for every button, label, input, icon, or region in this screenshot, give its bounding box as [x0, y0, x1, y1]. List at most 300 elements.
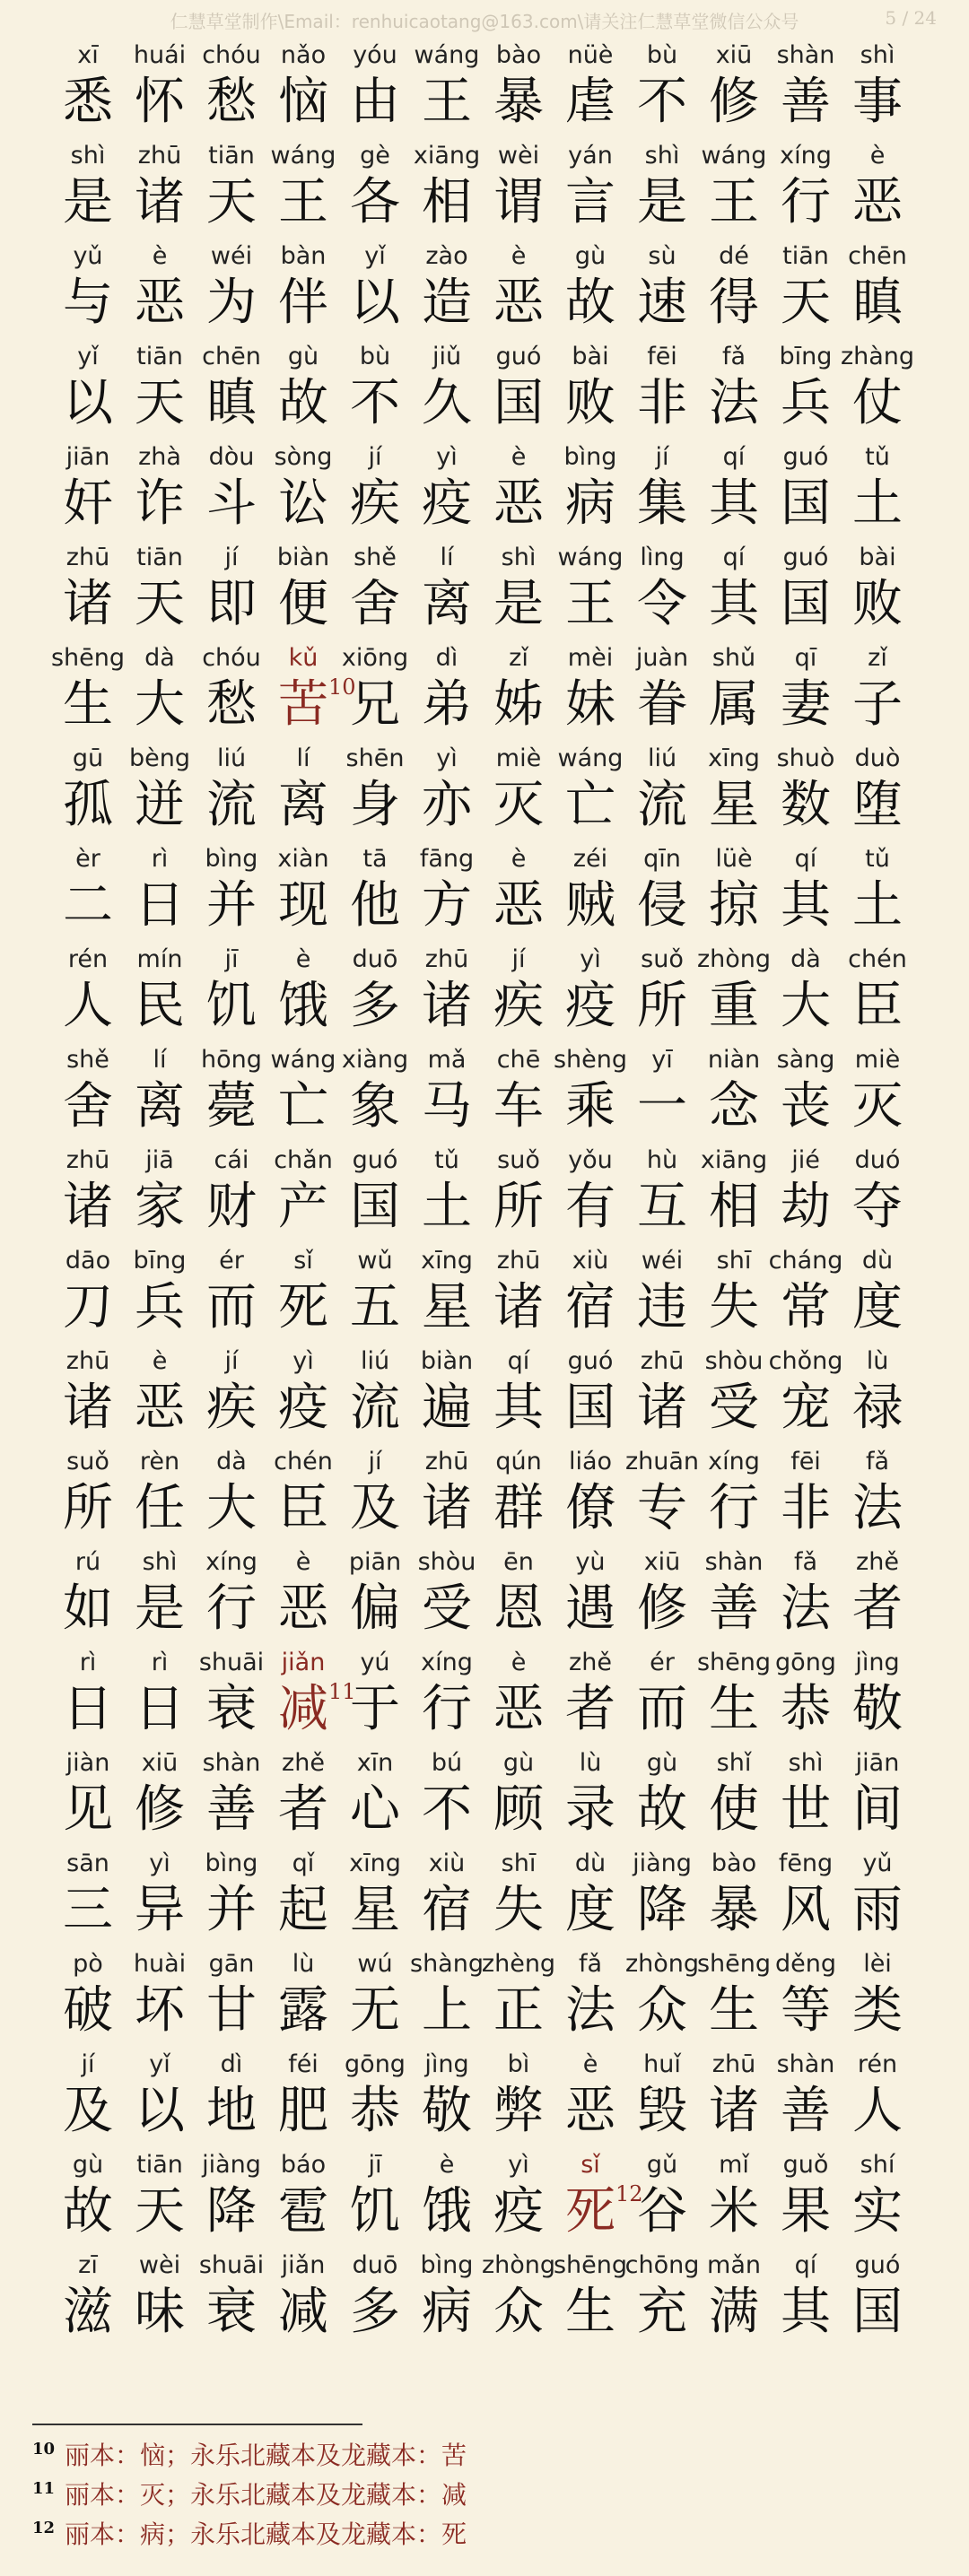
pinyin: shī [716, 1247, 752, 1275]
hanzi: 并 [206, 876, 257, 935]
hanzi: 方 [422, 876, 472, 935]
variant-hanzi: 苦 [278, 675, 328, 734]
footnote-text: 丽本：病；永乐北藏本及龙藏本：死 [65, 2519, 467, 2549]
verse-character [271, 439, 336, 540]
footnote-ref[interactable]: 11 [328, 1679, 356, 1704]
verse-row [56, 741, 917, 841]
hanzi: 悉 [63, 73, 113, 131]
verse-phrase [630, 640, 917, 741]
pinyin: qí [794, 2251, 817, 2279]
hanzi: 弟 [422, 675, 472, 734]
verse-character [199, 1444, 264, 1545]
pinyin: zhě [282, 1749, 325, 1777]
verse-character [558, 741, 623, 841]
variant-hanzi: 死 [565, 2182, 615, 2241]
verse-character [845, 1645, 910, 1745]
footnote-ref[interactable]: 12 [615, 2181, 643, 2206]
pinyin: gù [502, 1749, 535, 1777]
verse-character [343, 741, 407, 841]
verse-phrase [343, 640, 630, 741]
verse-character [199, 741, 264, 841]
hanzi: 日 [63, 1680, 113, 1738]
verse-character [199, 1545, 264, 1645]
pinyin: yú [360, 1649, 390, 1676]
hanzi: 流 [350, 1379, 400, 1437]
verse-character [773, 640, 838, 741]
pinyin: è [582, 2050, 598, 2078]
verse-character [702, 1344, 766, 1444]
pinyin: nüè [567, 41, 614, 69]
verse-character [343, 640, 407, 741]
pinyin: qǐ [292, 1849, 315, 1877]
verse-character [343, 439, 407, 540]
verse-character [343, 339, 407, 439]
hanzi: 起 [278, 1881, 328, 1939]
verse-phrase [56, 540, 343, 640]
pinyin: shǐ [716, 1749, 752, 1777]
hanzi: 恶 [493, 876, 544, 935]
verse-phrase [50, 640, 356, 741]
verse-phrase [630, 942, 917, 1042]
hanzi: 诈 [135, 474, 185, 533]
pinyin: sòng [274, 443, 333, 471]
hanzi: 各 [350, 173, 400, 231]
pinyin: qí [507, 1347, 530, 1375]
pinyin: rèn [139, 1448, 180, 1475]
hanzi: 财 [206, 1178, 257, 1236]
pinyin: sù [648, 242, 677, 270]
pinyin: jī [224, 945, 239, 973]
hanzi: 言 [565, 173, 615, 231]
verse-character [271, 1545, 336, 1645]
pinyin: kǔ [288, 644, 319, 672]
verse-character [127, 1846, 192, 1946]
hanzi: 其 [709, 575, 759, 633]
verse-character [56, 38, 120, 138]
pinyin: chǒng [768, 1347, 843, 1375]
pinyin: è [511, 443, 527, 471]
pinyin: chōng [624, 2251, 700, 2279]
verse-phrase [630, 841, 917, 942]
footnote-ref[interactable]: 10 [328, 674, 356, 700]
hanzi: 疾 [350, 474, 400, 533]
hanzi: 故 [565, 274, 615, 332]
hanzi: 暴 [493, 73, 544, 131]
pinyin: chén [848, 945, 907, 973]
hanzi: 是 [135, 1580, 185, 1638]
verse-character [271, 540, 336, 640]
verse-character [702, 640, 766, 741]
verse-row [56, 339, 917, 439]
pinyin: bìng [205, 1849, 258, 1877]
verse-phrase [56, 1946, 343, 2047]
verse-character [845, 841, 910, 942]
verse-character [271, 1846, 336, 1946]
verse-character [773, 942, 838, 1042]
verse-character [702, 2147, 766, 2248]
verse-character [343, 1143, 407, 1243]
pinyin: ér [219, 1247, 244, 1275]
hanzi: 马 [422, 1077, 472, 1136]
hanzi: 贼 [565, 876, 615, 935]
footnote-number: 11 [32, 2479, 56, 2498]
verse-character [845, 1545, 910, 1645]
pinyin: tǔ [434, 1146, 459, 1174]
verse-phrase [56, 942, 343, 1042]
footnotes [32, 2434, 467, 2553]
hanzi: 疫 [422, 474, 472, 533]
hanzi: 僚 [565, 1479, 615, 1537]
verse-phrase [343, 439, 630, 540]
hanzi: 重 [709, 977, 759, 1035]
pinyin: zhòng [481, 2251, 556, 2279]
verse-character [481, 2248, 556, 2348]
verse-character [630, 439, 694, 540]
hanzi: 薨 [206, 1077, 257, 1136]
pinyin: dāo [65, 1247, 111, 1275]
verse-character [773, 1143, 838, 1243]
hanzi: 舍 [350, 575, 400, 633]
hanzi: 故 [63, 2182, 113, 2241]
pinyin: zhòng [696, 945, 772, 973]
hanzi: 灭 [493, 776, 544, 834]
verse-character [127, 1745, 192, 1846]
verse-character [127, 942, 192, 1042]
pinyin: gù [72, 2151, 104, 2179]
hanzi: 遍 [422, 1379, 472, 1437]
verse-phrase [56, 1745, 343, 1846]
pinyin: yǐ [364, 242, 386, 270]
pinyin: rén [857, 2050, 898, 2078]
pinyin: lìng [640, 544, 685, 571]
pinyin: bài [859, 544, 896, 571]
verse-character [773, 339, 838, 439]
verse-character [558, 2147, 643, 2248]
verse-character [127, 2047, 192, 2147]
pinyin: tiān [136, 2151, 183, 2179]
verse-grid [50, 38, 917, 2348]
pinyin: shì [501, 544, 537, 571]
verse-character [696, 942, 772, 1042]
verse-character [271, 239, 336, 339]
verse-character [343, 540, 407, 640]
pinyin: jiān [65, 443, 110, 471]
verse-phrase [630, 138, 917, 239]
verse-character [56, 1645, 120, 1745]
hanzi: 恶 [565, 2082, 615, 2140]
verse-character [630, 1645, 694, 1745]
hanzi: 兵 [135, 1278, 185, 1336]
pinyin: duó [854, 1146, 901, 1174]
pinyin: wáng [557, 744, 624, 772]
pinyin: yì [508, 2151, 529, 2179]
hanzi: 病 [565, 474, 615, 533]
verse-phrase [343, 1745, 630, 1846]
hanzi: 生 [63, 675, 113, 734]
hanzi: 眷 [637, 675, 687, 734]
hanzi: 愁 [206, 73, 257, 131]
page-number: 5 / 24 [885, 7, 937, 29]
hanzi: 衰 [206, 1680, 257, 1738]
pinyin: gù [574, 242, 607, 270]
hanzi: 劫 [781, 1178, 831, 1236]
pinyin: zhū [137, 142, 182, 170]
verse-phrase [630, 1545, 917, 1645]
pinyin: wèi [497, 142, 540, 170]
verse-phrase [343, 38, 630, 138]
verse-character [56, 138, 120, 239]
verse-character [630, 138, 694, 239]
hanzi: 恶 [135, 1379, 185, 1437]
verse-phrase [56, 2248, 343, 2348]
verse-character [343, 2047, 407, 2147]
pinyin: mèi [567, 644, 614, 672]
verse-phrase [630, 2047, 917, 2147]
verse-character [343, 1545, 407, 1645]
hanzi: 者 [852, 1580, 903, 1638]
pinyin: jí [368, 443, 382, 471]
pinyin: lí [153, 1046, 167, 1074]
pinyin: yán [568, 142, 613, 170]
pinyin: bú [431, 1749, 463, 1777]
verse-character [558, 640, 623, 741]
pinyin: dà [144, 644, 175, 672]
hanzi: 味 [135, 2283, 185, 2341]
hanzi: 善 [709, 1580, 759, 1638]
hanzi: 上 [422, 1981, 472, 2040]
hanzi: 与 [63, 274, 113, 332]
verse-character [415, 1846, 479, 1946]
pinyin: shèng [553, 1046, 628, 1074]
hanzi: 满 [709, 2283, 759, 2341]
verse-character [702, 1042, 766, 1143]
verse-character [773, 741, 838, 841]
pinyin: wáng [270, 1046, 336, 1074]
hanzi: 法 [709, 374, 759, 432]
pinyin: shàng [410, 1950, 484, 1978]
hanzi: 怀 [135, 73, 185, 131]
pinyin: jiān [855, 1749, 900, 1777]
verse-character [486, 439, 551, 540]
pinyin: guó [567, 1347, 614, 1375]
hanzi: 行 [781, 173, 831, 231]
verse-character [271, 1645, 356, 1745]
verse-character [773, 2248, 838, 2348]
verse-character [199, 640, 264, 741]
verse-character [199, 439, 264, 540]
hanzi: 所 [63, 1479, 113, 1537]
hanzi: 恶 [278, 1580, 328, 1638]
hanzi: 宿 [422, 1881, 472, 1939]
verse-character [199, 2147, 264, 2248]
hanzi: 诸 [493, 1278, 544, 1336]
hanzi: 甘 [206, 1981, 257, 2040]
verse-character [486, 1344, 551, 1444]
verse-row [56, 2047, 917, 2147]
pinyin: zhū [640, 1347, 685, 1375]
verse-phrase [56, 2047, 343, 2147]
pinyin: è [511, 1649, 527, 1676]
pinyin: duō [352, 2251, 398, 2279]
hanzi: 遇 [565, 1580, 615, 1638]
pinyin: féi [288, 2050, 319, 2078]
verse-character [845, 540, 910, 640]
hanzi: 令 [637, 575, 687, 633]
hanzi: 善 [781, 73, 831, 131]
verse-character [127, 1143, 192, 1243]
hanzi: 人 [63, 977, 113, 1035]
verse-character [486, 942, 551, 1042]
hanzi: 五 [350, 1278, 400, 1336]
verse-phrase [56, 38, 343, 138]
hanzi: 正 [493, 1981, 544, 2040]
pinyin: sān [66, 1849, 109, 1877]
pinyin: qí [722, 544, 746, 571]
hanzi: 以 [135, 2082, 185, 2140]
pinyin: jí [224, 1347, 239, 1375]
verse-character [271, 1042, 336, 1143]
pinyin: lù [292, 1950, 315, 1978]
hanzi: 地 [206, 2082, 257, 2140]
pinyin: bìng [563, 443, 617, 471]
hanzi: 恶 [493, 1680, 544, 1738]
pinyin: zéi [572, 845, 608, 873]
hanzi: 敬 [422, 2082, 472, 2140]
verse-row [56, 1143, 917, 1243]
verse-character [624, 1946, 700, 2047]
verse-phrase [343, 1042, 630, 1143]
verse-character [630, 239, 694, 339]
verse-character [415, 640, 479, 741]
pinyin: jiǎn [281, 1649, 326, 1676]
hanzi: 诸 [63, 1178, 113, 1236]
verse-character [558, 1645, 623, 1745]
pinyin: shàn [776, 41, 835, 69]
pinyin: yǒu [568, 1146, 613, 1174]
pinyin: gōng [345, 2050, 406, 2078]
pinyin: liú [216, 744, 247, 772]
hanzi: 星 [350, 1881, 400, 1939]
pinyin: guó [495, 343, 542, 370]
hanzi: 诸 [63, 575, 113, 633]
pinyin: lí [440, 544, 454, 571]
hanzi: 诸 [637, 1379, 687, 1437]
pinyin: lù [866, 1347, 889, 1375]
pinyin: duō [352, 945, 398, 973]
hanzi: 流 [637, 776, 687, 834]
pinyin: duò [854, 744, 901, 772]
verse-character [127, 1444, 192, 1545]
pinyin: shòu [417, 1548, 476, 1576]
pinyin: guǒ [782, 2151, 829, 2179]
hanzi: 疾 [206, 1379, 257, 1437]
verse-character [415, 38, 479, 138]
hanzi: 天 [206, 173, 257, 231]
verse-character [56, 1846, 120, 1946]
hanzi: 一 [637, 1077, 687, 1136]
pinyin: shuāi [198, 2251, 265, 2279]
pinyin: guó [352, 1146, 398, 1174]
verse-character [702, 1243, 766, 1344]
footnote [32, 2474, 467, 2513]
hanzi: 得 [709, 274, 759, 332]
pinyin: jí [81, 2050, 95, 2078]
verse-phrase [630, 38, 917, 138]
pinyin: wéi [641, 1247, 684, 1275]
pinyin: mǎ [427, 1046, 467, 1074]
pinyin: dé [719, 242, 749, 270]
verse-character [127, 38, 192, 138]
hanzi: 刀 [63, 1278, 113, 1336]
hanzi: 使 [709, 1780, 759, 1839]
pinyin: děng [774, 1950, 836, 1978]
verse-character [415, 741, 479, 841]
verse-character [56, 1344, 120, 1444]
pinyin: shàn [202, 1749, 261, 1777]
verse-character [773, 1946, 838, 2047]
hanzi: 录 [565, 1780, 615, 1839]
hanzi: 诸 [63, 1379, 113, 1437]
hanzi: 离 [278, 776, 328, 834]
pinyin: zào [425, 242, 468, 270]
verse-row [56, 1444, 917, 1545]
hanzi: 毁 [637, 2082, 687, 2140]
pinyin: bào [711, 1849, 757, 1877]
hanzi: 舍 [63, 1077, 113, 1136]
pinyin: wú [357, 1950, 393, 1978]
verse-character [410, 1946, 484, 2047]
hanzi: 乘 [565, 1077, 615, 1136]
pinyin: huái [133, 41, 187, 69]
verse-phrase [630, 540, 917, 640]
pinyin: shēn [345, 744, 405, 772]
hanzi: 实 [852, 2182, 903, 2241]
verse-phrase [630, 741, 917, 841]
verse-phrase [343, 1645, 630, 1745]
verse-character [630, 640, 694, 741]
pinyin: tiān [136, 343, 183, 370]
pinyin: xīng [349, 1849, 401, 1877]
hanzi: 谓 [493, 173, 544, 231]
hanzi: 雹 [278, 2182, 328, 2241]
verse-character [415, 239, 479, 339]
hanzi: 修 [709, 73, 759, 131]
pinyin: xiū [141, 1749, 179, 1777]
pinyin: bīng [133, 1247, 187, 1275]
verse-character [415, 1344, 479, 1444]
pinyin: zhě [856, 1548, 899, 1576]
pinyin: yǔ [73, 242, 103, 270]
verse-phrase [343, 2248, 630, 2348]
verse-character [199, 1143, 264, 1243]
pinyin: bīng [779, 343, 833, 370]
pinyin: fǎ [578, 1950, 603, 1978]
verse-character [271, 1143, 336, 1243]
hanzi: 受 [709, 1379, 759, 1437]
hanzi: 诸 [422, 1479, 472, 1537]
hanzi: 饥 [206, 977, 257, 1035]
verse-phrase [56, 2147, 343, 2248]
footnote [32, 2513, 467, 2553]
hanzi: 饥 [350, 2182, 400, 2241]
hanzi: 善 [781, 2082, 831, 2140]
pinyin: shuò [776, 744, 835, 772]
verse-character [486, 1143, 551, 1243]
pinyin: piān [348, 1548, 402, 1576]
pinyin: báo [280, 2151, 327, 2179]
pinyin: è [152, 242, 168, 270]
hanzi: 修 [637, 1580, 687, 1638]
